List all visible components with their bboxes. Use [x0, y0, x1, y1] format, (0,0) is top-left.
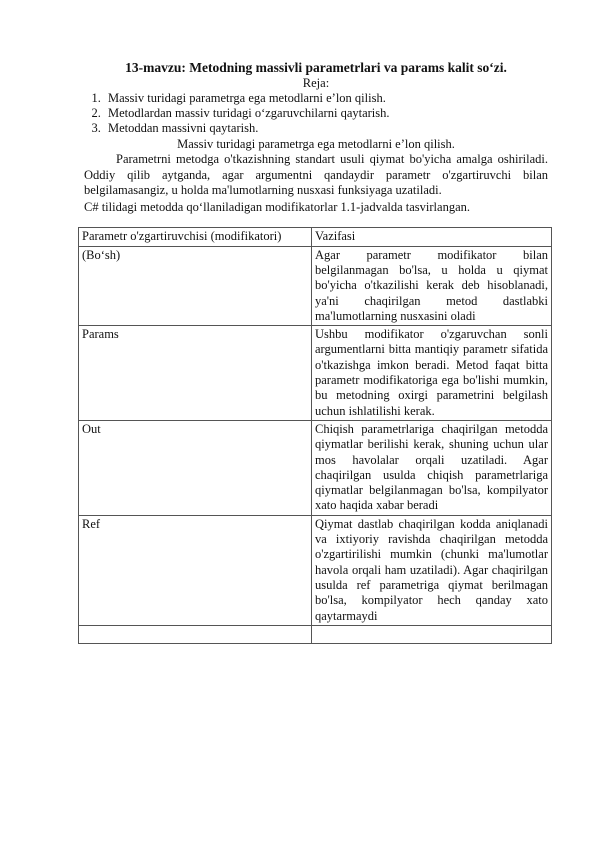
table-row-empty [79, 625, 552, 643]
table-cell: Chiqish parametrlariga chaqirilgan metodda qiymatlar berilishi kerak, shuning uchun ular mos havolalar orqali uzatiladi. Agar chaqirilgan usulda chiqish parametrlariga qiymatlar belgilanmagan bo'lsa, kompilyator xato haqida xabar beradi [312, 420, 552, 515]
table-cell: Qiymat dastlab chaqirilgan kodda aniqlanadi va ixtiyoriy ravishda chaqirilgan metodda o'zgartirilishi mumkin (chunki ma'lumotlar havola orqali ham uzatiladi). Agar chaqirilgan usulda ref parametriga qiymat berilmagan bo'lsa, kompilyator hech qanday xato qaytarmaydi [312, 515, 552, 625]
table-cell [312, 625, 552, 643]
table-header-cell: Parametr o'zgartiruvchisi (modifikatori) [79, 228, 312, 246]
table-cell: (Bo‘sh) [79, 246, 312, 325]
table-cell: Out [79, 420, 312, 515]
document-page [84, 60, 548, 644]
table-cell: Params [79, 326, 312, 421]
section-title: Massiv turidagi parametrga ega metodlarni e’lon qilish. [177, 137, 455, 151]
table-intro: C# tilidagi metodda qo‘llaniladigan modifikatorlar 1.1-jadvalda tasvirlangan. [84, 199, 471, 214]
table-row [79, 326, 552, 421]
table-header-row [79, 228, 552, 246]
plan-item: 2. Metodlardan massiv turidagi o‘zgaruvchilarni qaytarish. [104, 106, 548, 121]
table-row [79, 420, 552, 515]
table-cell: Ref [79, 515, 312, 625]
plan-item: 3. Metoddan massivni qaytarish. [104, 121, 548, 136]
document-title: 13-mavzu: Metodning massivli parametrlari va params kalit so‘zi. [125, 60, 507, 75]
table-row [79, 246, 552, 325]
plan-list [84, 91, 548, 136]
table-cell: Ushbu modifikator o'zgaruvchan sonli argumentlarni bitta mantiqiy parametr sifatida o'tkazishga imkon beradi. Metod faqat bitta parametr modifikatoriga ega bo'lishi mumkin, bu metodning oxirgi parametrini belgilash uchun ishlatilishi kerak. [312, 326, 552, 421]
modifiers-table [78, 227, 552, 643]
table-header-cell: Vazifasi [312, 228, 552, 246]
plan-label: Reja: [302, 76, 330, 90]
table-row [79, 515, 552, 625]
plan-item: 1. Massiv turidagi parametrga ega metodlarni e’lon qilish. [104, 91, 548, 106]
table-cell: Agar parametr modifikator bilan belgilanmagan bo'lsa, u holda u qiymat bo'yicha o'tkazilishi kerak deb hisoblanadi, ya'ni chaqirilgan metod dastlabki ma'lumotlarning nusxasini oladi [312, 246, 552, 325]
table-cell [79, 625, 312, 643]
body-paragraph: Parametrni metodga o'tkazishning standart usuli qiymat bo'yicha amalga oshiriladi. Oddiy qilib aytganda, agar argumentni qandaydir parametr o'zgartiruvchi bilan belgilamasangiz, u holda ma'lumotlarning nusxasi funksiyaga uzatiladi. [84, 152, 548, 198]
